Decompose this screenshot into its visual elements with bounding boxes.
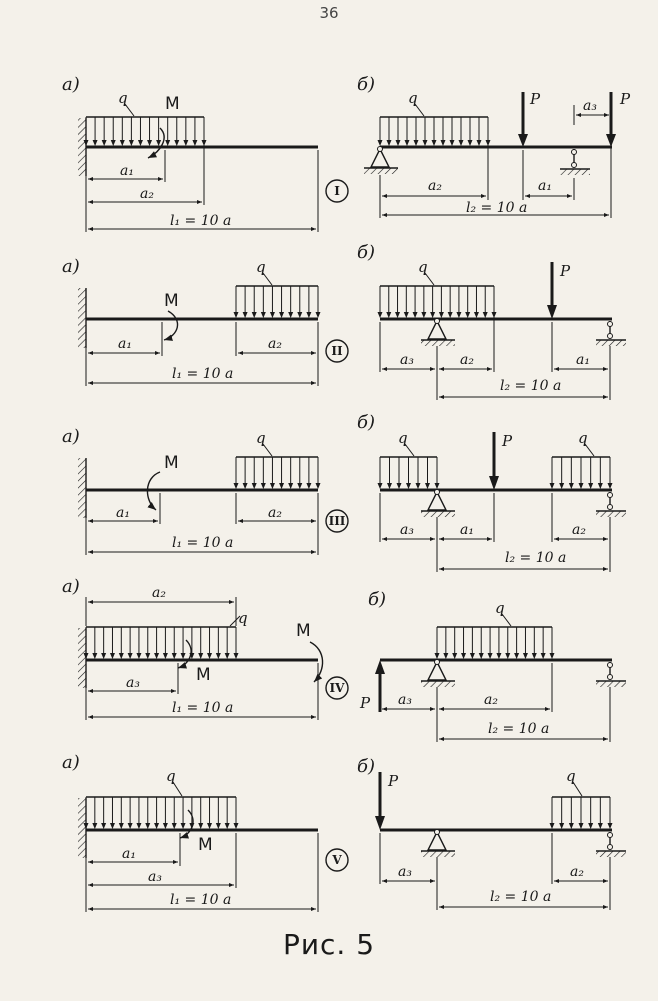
load-arrow-head <box>496 653 501 659</box>
load-arrow-head <box>541 653 546 659</box>
panel-b-label: б) <box>357 74 376 95</box>
distributed-load <box>435 627 555 659</box>
q-label: q <box>238 609 248 627</box>
load-arrow-head <box>119 653 124 659</box>
load-arrow-head <box>598 823 603 829</box>
dim-a1: a₁ <box>116 505 130 521</box>
load-arrow-head <box>181 823 186 829</box>
moment-label: M <box>198 835 213 855</box>
moment-label: M <box>296 621 311 641</box>
dim-a3: a₃ <box>398 864 412 880</box>
load-arrow-head <box>165 140 170 146</box>
load-arrow-head <box>608 823 613 829</box>
load-arrow-head <box>514 653 519 659</box>
load-arrow-head <box>432 140 437 146</box>
load-arrow-head <box>216 823 221 829</box>
load-arrow-head <box>414 140 419 146</box>
page-number: 36 <box>319 4 339 22</box>
load-arrow-head <box>207 653 212 659</box>
p-label: P <box>620 90 631 108</box>
panel-a-label: а) <box>62 74 80 95</box>
load-arrow-head <box>270 312 275 318</box>
fixed-wall <box>78 288 86 348</box>
dim-a3: a₃ <box>126 675 140 691</box>
panel-b-label: б) <box>368 589 387 610</box>
load-arrow-head <box>306 483 311 489</box>
load-arrow-head <box>225 823 230 829</box>
dim-a3: a₃ <box>583 98 597 114</box>
q-label: q <box>166 767 176 785</box>
load-arrow-head <box>461 653 466 659</box>
load-arrow-head <box>279 483 284 489</box>
dim-l2: l₂ = 10 a <box>500 378 562 394</box>
load-arrow-head <box>279 312 284 318</box>
load-arrow-head <box>225 653 230 659</box>
fixed-wall <box>78 458 86 518</box>
load-arrow-head <box>136 653 141 659</box>
dim-a2: a₂ <box>428 178 442 194</box>
load-arrow-head <box>416 483 421 489</box>
scheme-row-3 <box>62 412 626 572</box>
dim-a3: a₃ <box>400 352 414 368</box>
load-arrow-head <box>423 140 428 146</box>
roman-numeral: II <box>331 344 343 358</box>
scheme-row-5 <box>62 752 626 912</box>
load-arrow-head <box>378 483 383 489</box>
load-arrow-head <box>448 312 453 318</box>
panel-a-label: а) <box>62 752 80 773</box>
load-arrow-head <box>172 823 177 829</box>
load-arrow-head <box>288 483 293 489</box>
load-arrow-head <box>421 312 426 318</box>
load-arrow-head <box>270 483 275 489</box>
moment-label: M <box>164 291 179 311</box>
load-arrow-head <box>387 483 392 489</box>
load-arrow-head <box>378 312 383 318</box>
load-arrow-head <box>435 653 440 659</box>
fixed-wall <box>78 118 86 176</box>
load-arrow-head <box>443 653 448 659</box>
load-arrow-head <box>559 823 564 829</box>
moment-label: M <box>164 453 179 473</box>
load-arrow-head <box>450 140 455 146</box>
load-arrow-head <box>154 653 159 659</box>
dim-l1: l₁ = 10 a <box>172 366 234 382</box>
dim-l2: l₂ = 10 a <box>466 200 528 216</box>
load-arrow-head <box>243 483 248 489</box>
load-arrow-head <box>468 140 473 146</box>
p-label: P <box>388 772 399 790</box>
load-arrow-head <box>110 653 115 659</box>
load-arrow-head <box>252 483 257 489</box>
load-arrow-head <box>111 140 116 146</box>
dim-l2: l₂ = 10 a <box>505 550 567 566</box>
load-arrow-head <box>395 312 400 318</box>
load-arrow-head <box>459 140 464 146</box>
distributed-load <box>84 797 239 829</box>
scheme-row-2 <box>62 242 626 400</box>
p-label: P <box>360 694 371 712</box>
load-arrow-head <box>154 823 159 829</box>
load-arrow-head <box>405 140 410 146</box>
q-label: q <box>408 89 418 107</box>
distributed-load <box>84 117 207 146</box>
load-arrow-head <box>588 823 593 829</box>
load-arrow-head <box>378 140 383 146</box>
load-arrow-head <box>523 653 528 659</box>
dim-l1: l₁ = 10 a <box>170 213 232 229</box>
roman-numeral: III <box>328 514 346 528</box>
load-arrow-head <box>288 312 293 318</box>
load-arrow-head <box>569 823 574 829</box>
load-arrow-head <box>588 483 593 489</box>
load-arrow-head <box>439 312 444 318</box>
load-arrow-head <box>198 823 203 829</box>
load-arrow-head <box>261 312 266 318</box>
load-arrow-head <box>387 140 392 146</box>
dim-l2: l₂ = 10 a <box>488 721 550 737</box>
panel-b-label: б) <box>357 242 376 263</box>
dim-a1: a₁ <box>118 336 132 352</box>
load-arrow-head <box>172 653 177 659</box>
load-arrow-head <box>488 653 493 659</box>
dim-a3: a₃ <box>398 692 412 708</box>
load-arrow-head <box>406 483 411 489</box>
load-arrow-head <box>316 312 321 318</box>
load-arrow-head <box>397 483 402 489</box>
dim-a2: a₂ <box>484 692 498 708</box>
load-arrow-head <box>550 483 555 489</box>
panel-a-label: а) <box>62 426 80 447</box>
distributed-load <box>550 797 613 829</box>
dim-a1: a₁ <box>122 846 136 862</box>
p-label: P <box>560 262 571 280</box>
load-arrow-head <box>183 140 188 146</box>
load-arrow-head <box>252 312 257 318</box>
distributed-load <box>234 286 321 318</box>
load-arrow-head <box>435 483 440 489</box>
load-arrow-head <box>505 653 510 659</box>
distributed-load <box>378 286 497 318</box>
q-label: q <box>495 599 505 617</box>
load-arrow-head <box>102 140 107 146</box>
roman-numeral: I <box>334 184 340 198</box>
load-arrow-head <box>136 823 141 829</box>
dim-l1: l₁ = 10 a <box>170 892 232 908</box>
load-arrow-head <box>470 653 475 659</box>
load-arrow-head <box>550 653 555 659</box>
load-arrow-head <box>192 140 197 146</box>
dim-a1: a₁ <box>576 352 590 368</box>
load-arrow-head <box>550 823 555 829</box>
dim-l1: l₁ = 10 a <box>172 535 234 551</box>
load-arrow-head <box>234 312 239 318</box>
scheme-row-4 <box>62 576 626 742</box>
distributed-load <box>378 117 491 146</box>
dim-a2: a₂ <box>570 864 584 880</box>
load-arrow-head <box>452 653 457 659</box>
figure-caption: Рис. 5 <box>282 928 376 961</box>
load-arrow-head <box>261 483 266 489</box>
load-arrow-head <box>147 140 152 146</box>
load-arrow-head <box>404 312 409 318</box>
load-arrow-head <box>456 312 461 318</box>
dim-l2: l₂ = 10 a <box>490 889 552 905</box>
q-label: q <box>398 429 408 447</box>
load-arrow-head <box>92 823 97 829</box>
load-arrow-head <box>101 653 106 659</box>
load-arrow-head <box>207 823 212 829</box>
load-arrow-head <box>479 653 484 659</box>
load-arrow-head <box>425 483 430 489</box>
load-arrow-head <box>569 483 574 489</box>
q-label: q <box>566 767 576 785</box>
dim-a2: a₂ <box>140 186 154 202</box>
dim-a1: a₁ <box>120 163 134 179</box>
load-arrow-head <box>174 140 179 146</box>
panel-a-label: а) <box>62 576 80 597</box>
q-label: q <box>578 429 588 447</box>
q-label: q <box>118 89 128 107</box>
load-arrow-head <box>608 483 613 489</box>
load-arrow-head <box>120 140 125 146</box>
dim-a2: a₂ <box>572 522 586 538</box>
panel-b-label: б) <box>357 412 376 433</box>
load-arrow-head <box>234 483 239 489</box>
moment-label: M <box>165 94 180 114</box>
load-arrow-head <box>430 312 435 318</box>
scheme-row-1 <box>62 74 631 232</box>
panel-a-label: а) <box>62 256 80 277</box>
dim-a1: a₁ <box>460 522 474 538</box>
dim-a2: a₂ <box>268 505 282 521</box>
q-label: q <box>418 258 428 276</box>
load-arrow-head <box>181 653 186 659</box>
load-arrow-head <box>243 312 248 318</box>
dim-a2: a₂ <box>460 352 474 368</box>
load-arrow-head <box>474 312 479 318</box>
dim-a1: a₁ <box>538 178 552 194</box>
load-arrow-head <box>386 312 391 318</box>
q-label: q <box>256 429 266 447</box>
load-arrow-head <box>129 140 134 146</box>
load-arrow-head <box>92 653 97 659</box>
load-arrow-head <box>579 483 584 489</box>
distributed-load <box>84 627 239 659</box>
load-arrow-head <box>559 483 564 489</box>
load-arrow-head <box>234 823 239 829</box>
load-arrow-head <box>156 140 161 146</box>
dim-a3: a₃ <box>148 869 162 885</box>
roman-numeral: IV <box>329 681 345 695</box>
load-arrow-head <box>110 823 115 829</box>
panel-b-label: б) <box>357 756 376 777</box>
load-arrow-head <box>163 823 168 829</box>
load-arrow-head <box>128 823 133 829</box>
dim-l1: l₁ = 10 a <box>172 700 234 716</box>
load-arrow-head <box>163 653 168 659</box>
load-arrow-head <box>465 312 470 318</box>
load-arrow-head <box>396 140 401 146</box>
dim-a2: a₂ <box>152 585 166 601</box>
dim-a2: a₂ <box>268 336 282 352</box>
load-arrow-head <box>598 483 603 489</box>
load-arrow-head <box>306 312 311 318</box>
load-arrow-head <box>579 823 584 829</box>
load-arrow-head <box>441 140 446 146</box>
fixed-wall <box>78 798 86 858</box>
load-arrow-head <box>316 483 321 489</box>
roman-numeral: V <box>332 853 342 867</box>
load-arrow-head <box>128 653 133 659</box>
load-arrow-head <box>297 483 302 489</box>
load-arrow-head <box>119 823 124 829</box>
p-label: P <box>502 432 513 450</box>
moment-arrow <box>164 311 178 340</box>
load-arrow-head <box>138 140 143 146</box>
load-arrow-head <box>145 653 150 659</box>
load-arrow-head <box>413 312 418 318</box>
load-arrow-head <box>216 653 221 659</box>
load-arrow-head <box>483 312 488 318</box>
load-arrow-head <box>297 312 302 318</box>
moment-label: M <box>196 665 211 685</box>
moment-arrow <box>310 642 323 682</box>
dim-a3: a₃ <box>400 522 414 538</box>
load-arrow-head <box>93 140 98 146</box>
fixed-wall <box>78 628 86 688</box>
load-arrow-head <box>234 653 239 659</box>
load-arrow-head <box>198 653 203 659</box>
q-label: q <box>256 258 266 276</box>
load-arrow-head <box>145 823 150 829</box>
load-arrow-head <box>532 653 537 659</box>
p-label: P <box>530 90 541 108</box>
load-arrow-head <box>477 140 482 146</box>
distributed-load <box>234 457 321 489</box>
load-arrow-head <box>101 823 106 829</box>
